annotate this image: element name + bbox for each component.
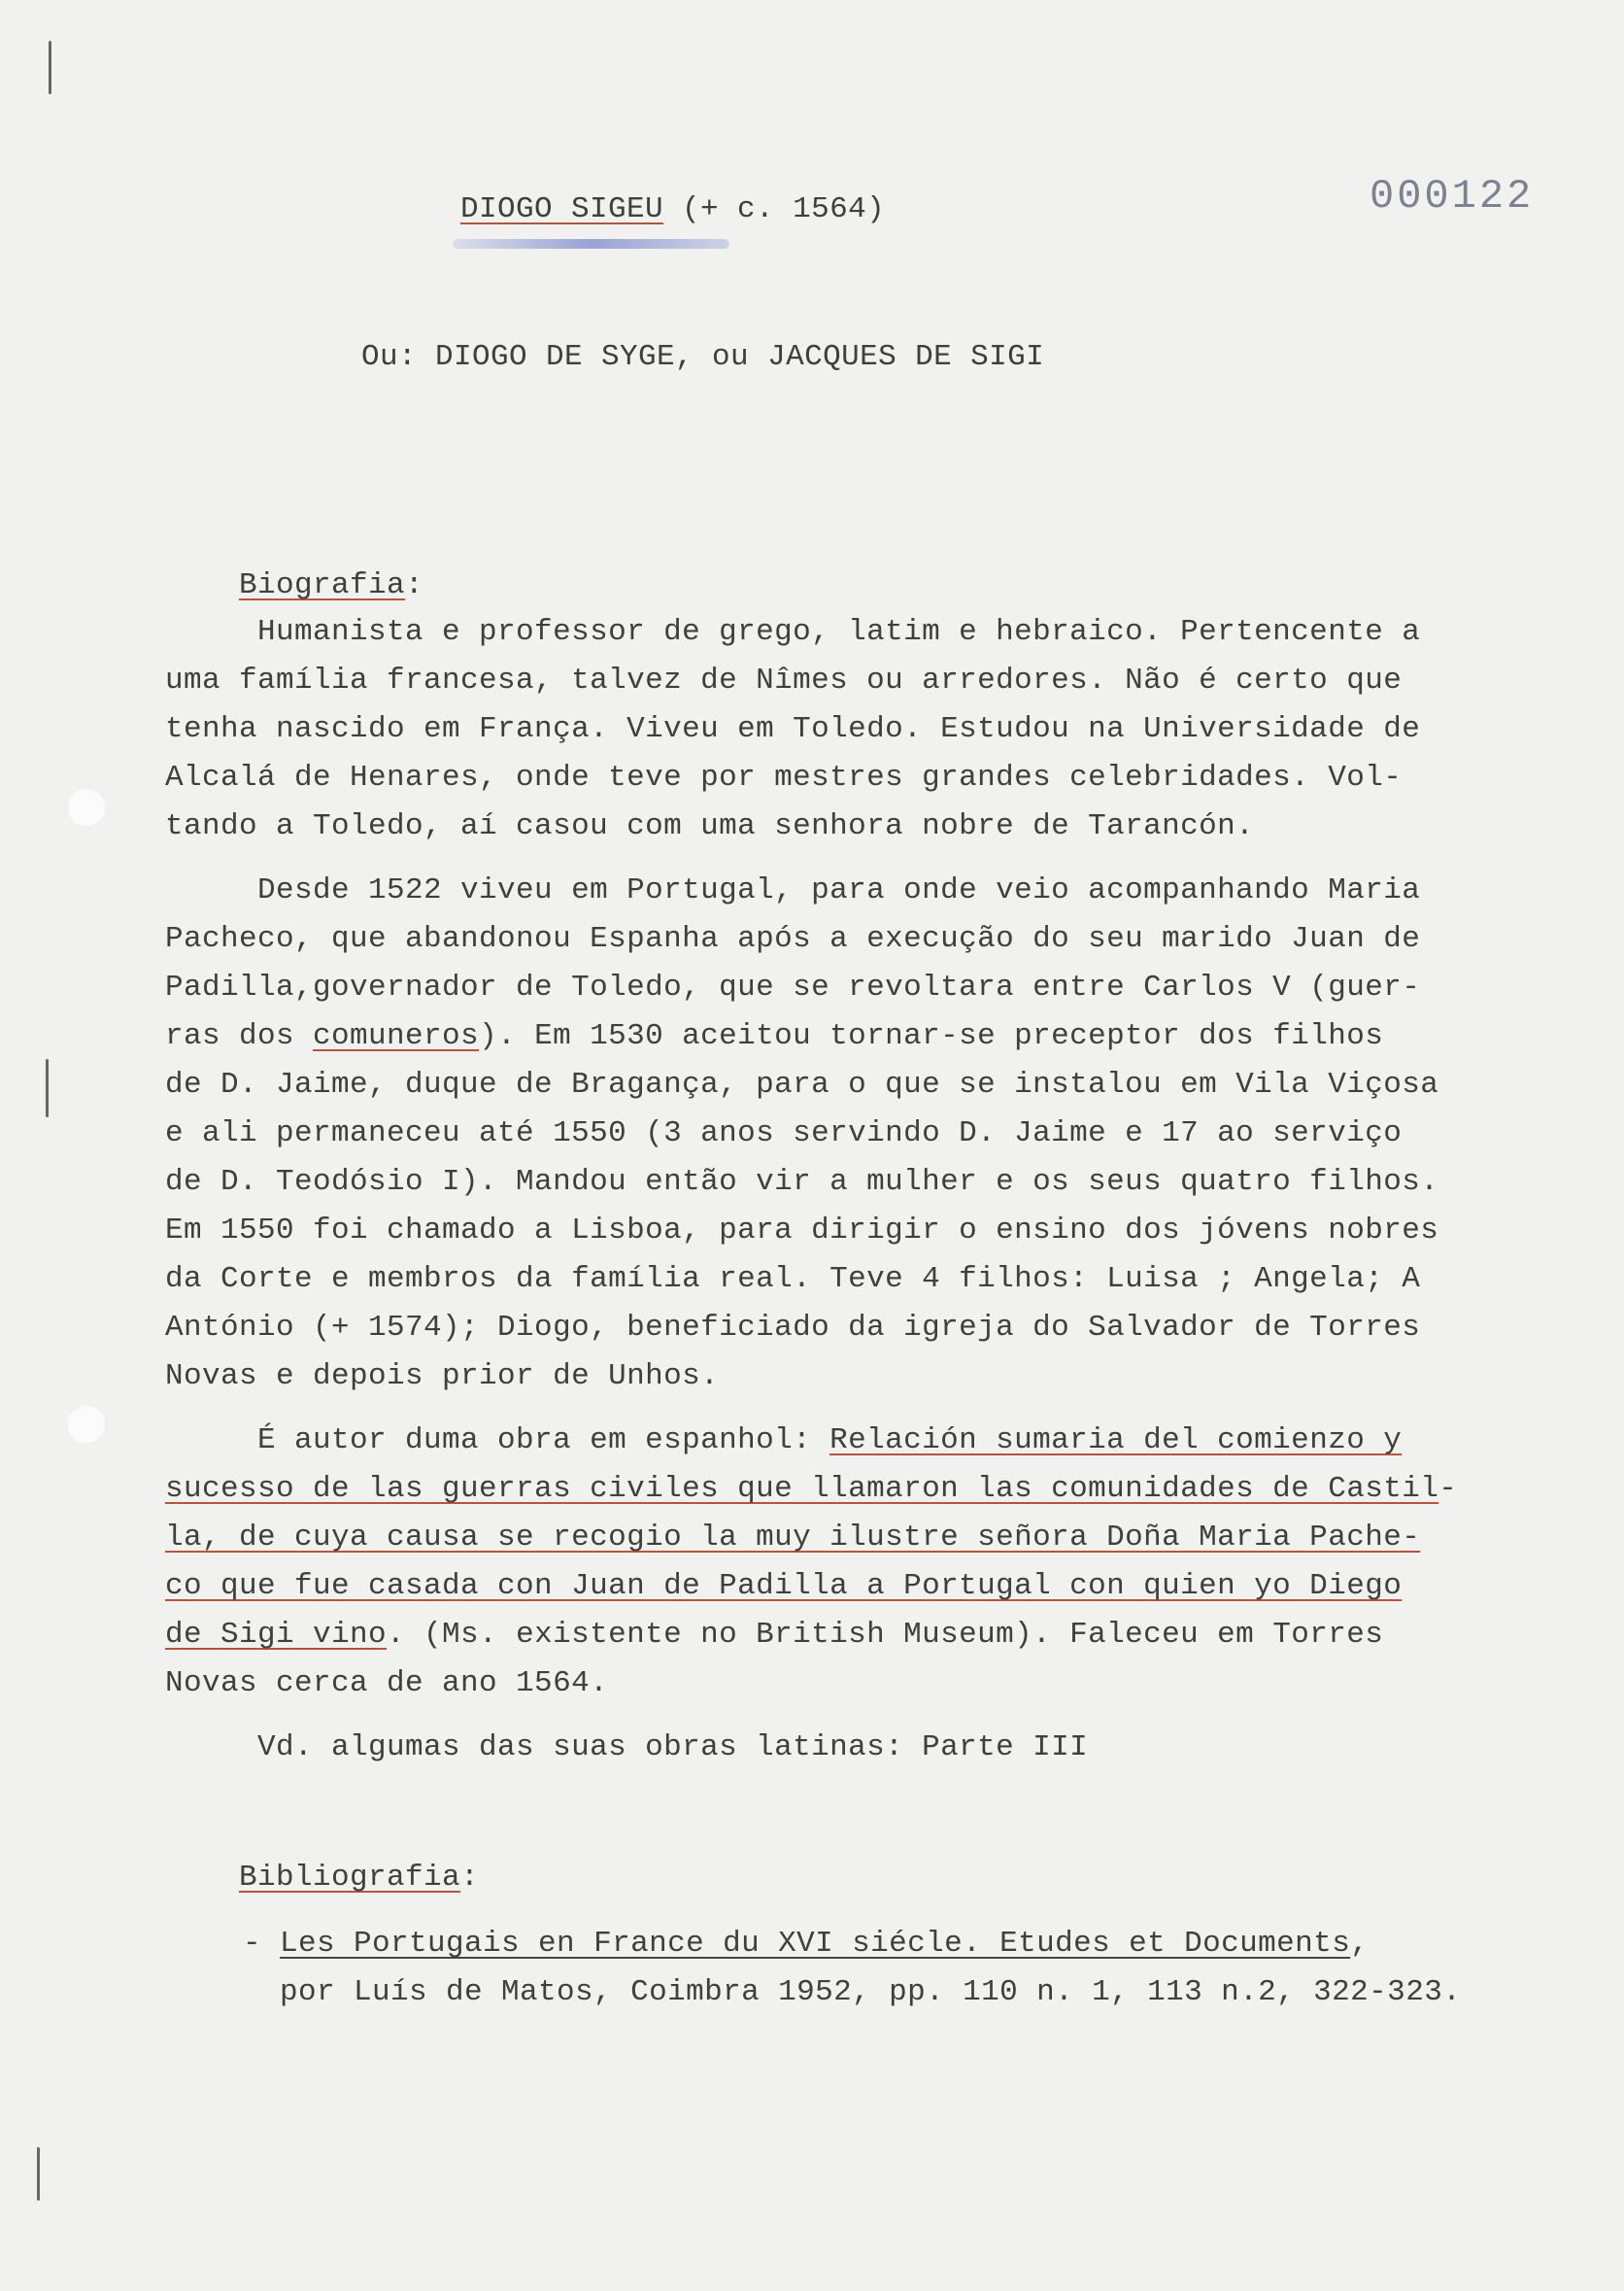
punch-hole-lower [66, 1404, 107, 1445]
p2-line-1: Desde 1522 viveu em Portugal, para onde veio acompanhando Maria [165, 873, 1421, 907]
bibliography-item-line-1: - Les Portugais en France du XVI siécle. Etudes et Documents, [243, 1927, 1370, 1961]
p1-line-4: Alcalá de Henares, onde teve por mestres grandes celebridades. Vol- [165, 761, 1403, 795]
p1-line-1: Humanista e professor de grego, latim e hebraico. Pertencente a [165, 615, 1421, 649]
title-name: DIOGO SIGEU [460, 192, 664, 226]
p2-line-4: ras dos comuneros). Em 1530 aceitou tornar-se preceptor dos filhos [165, 1019, 1384, 1053]
p3-line-4: co que fue casada con Juan de Padilla a Portugal con quien yo Diego [165, 1569, 1403, 1603]
title-dates: (+ c. 1564) [663, 192, 886, 226]
punch-hole-upper [66, 787, 107, 828]
document-title [460, 192, 885, 226]
p3-line-3: la, de cuya causa se recogio la muy ilustre señora Doña Maria Pache- [165, 1521, 1421, 1555]
p2-line-11: Novas e depois prior de Unhos. [165, 1359, 720, 1393]
p2-line-6: e ali permaneceu até 1550 (3 anos servindo D. Jaime e 17 ao serviço [165, 1116, 1403, 1150]
p1-line-2: uma família francesa, talvez de Nîmes ou arredores. Não é certo que [165, 664, 1403, 698]
p3-line-2: sucesso de las guerras civiles que llamaron las comunidades de Castil- [165, 1472, 1458, 1506]
p2-line-8: Em 1550 foi chamado a Lisboa, para dirigir o ensino dos jóvens nobres [165, 1214, 1439, 1248]
p3-line-5: de Sigi vino. (Ms. existente no British Museum). Faleceu em Torres [165, 1618, 1384, 1652]
p2-line-9: da Corte e membros da família real. Teve 4 filhos: Luisa ; Angela; A [165, 1262, 1421, 1296]
p1-line-5: tando a Toledo, aí casou com uma senhora nobre de Tarancón. [165, 809, 1255, 843]
blue-pencil-underline [453, 239, 729, 249]
biografia-heading: Biografia: [239, 568, 424, 602]
bibliografia-heading: Bibliografia: [239, 1861, 480, 1895]
p1-line-3: tenha nascido em França. Viveu em Toledo. Estudou na Universidade de [165, 712, 1421, 746]
comuneros-term: comuneros [313, 1019, 480, 1053]
p4-line-1: Vd. algumas das suas obras latinas: Parte III [165, 1730, 1089, 1764]
bibliography-item-line-2: por Luís de Matos, Coimbra 1952, pp. 110 n. 1, 113 n.2, 322-323. [243, 1975, 1462, 2009]
p2-line-3: Padilla,governador de Toledo, que se revoltara entre Carlos V (guer- [165, 971, 1421, 1005]
document-number: 000122 [1370, 173, 1535, 220]
p2-line-5: de D. Jaime, duque de Bragança, para o que se instalou em Vila Viçosa [165, 1068, 1439, 1102]
margin-mark-middle [46, 1059, 49, 1117]
p2-line-10: António (+ 1574); Diogo, beneficiado da igreja do Salvador de Torres [165, 1311, 1421, 1345]
p2-line-7: de D. Teodósio I). Mandou então vir a mulher e os seus quatro filhos. [165, 1165, 1439, 1199]
work-title-part-1: Relación sumaria del comienzo y [829, 1423, 1403, 1457]
aliases-line: Ou: DIOGO DE SYGE, ou JACQUES DE SIGI [361, 340, 1045, 374]
bibliography-item-title: Les Portugais en France du XVI siécle. Etudes et Documents [280, 1927, 1351, 1961]
p3-line-1: É autor duma obra em espanhol: Relación sumaria del comienzo y [165, 1423, 1403, 1457]
margin-mark-top [49, 41, 51, 94]
p2-line-2: Pacheco, que abandonou Espanha após a execução do seu marido Juan de [165, 922, 1421, 956]
margin-mark-bottom [37, 2147, 40, 2201]
p3-line-6: Novas cerca de ano 1564. [165, 1666, 609, 1700]
